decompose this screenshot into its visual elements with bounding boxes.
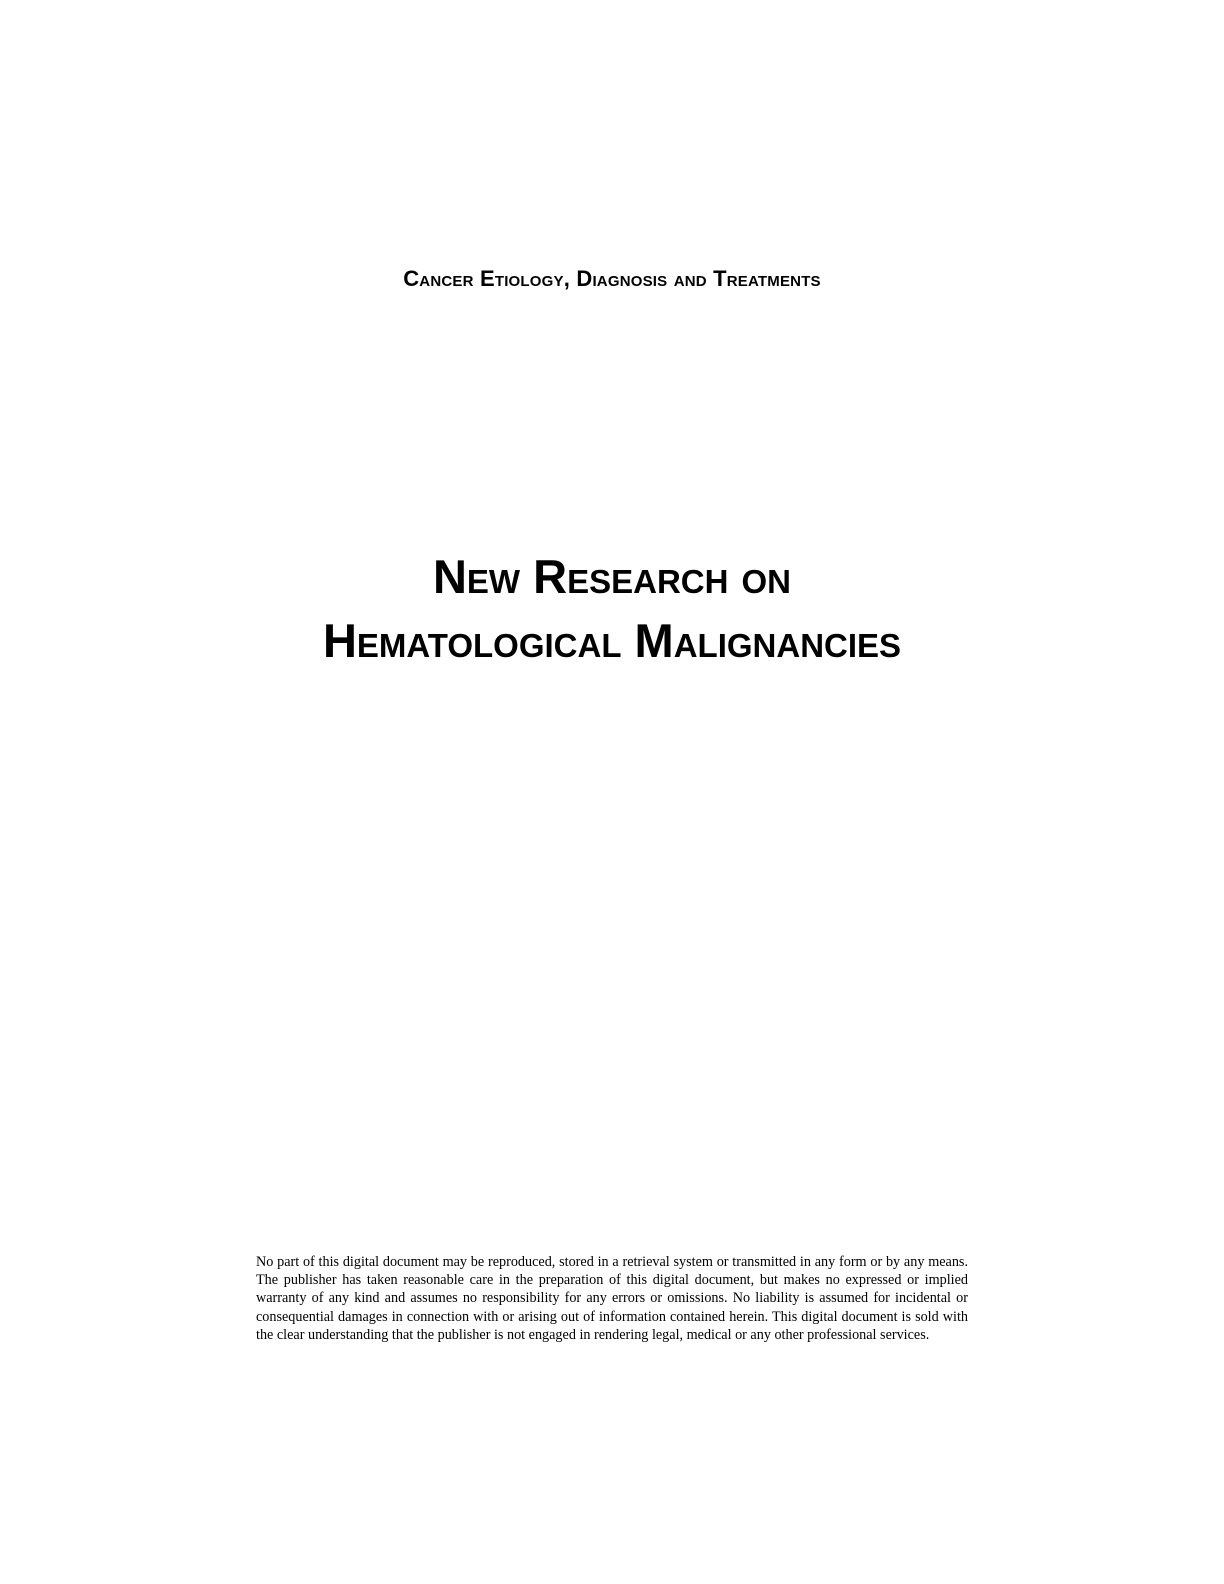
copyright-disclaimer: No part of this digital document may be reproduced, stored in a retrieval system or transmitted in any form or by any means. The publisher has taken reasonable care in the preparation of this digital document, but makes no expressed or implied warranty of any kind and assumes no responsibility for any errors or omissions. No liability is assumed for incidental or consequential damages in connection with or arising out of information contained herein. This digital document is sold with the clear understanding that the publisher is not engaged in rendering legal, medical or any other professional services. bbox=[256, 1254, 968, 1343]
book-title bbox=[0, 545, 1224, 673]
series-title: Cancer Etiology, Diagnosis and Treatments bbox=[403, 266, 821, 291]
book-title-line-2: Hematological Malignancies bbox=[322, 614, 902, 667]
book-title-line-1: New Research on bbox=[432, 550, 792, 603]
